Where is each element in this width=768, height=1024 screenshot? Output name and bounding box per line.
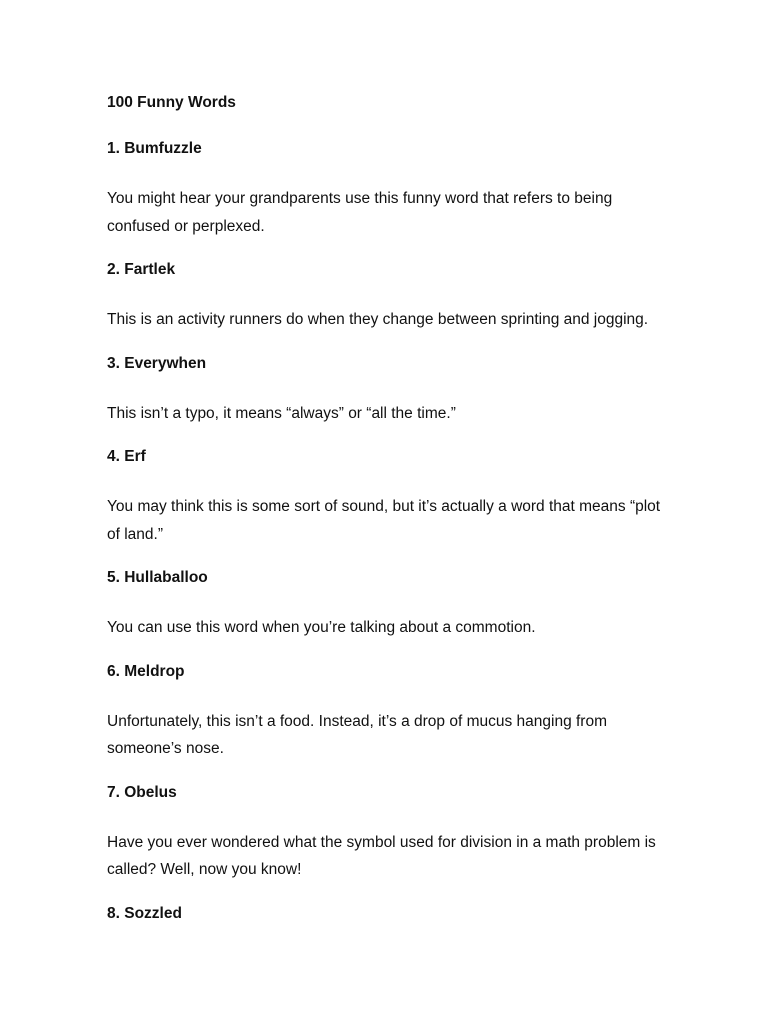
- word-entry: [107, 260, 667, 334]
- word-list: [107, 139, 667, 950]
- word-heading: 3. Everywhen: [107, 354, 207, 372]
- word-heading: 6. Meldrop: [107, 662, 185, 680]
- document-title: 100 Funny Words: [107, 94, 236, 111]
- word-entry: [107, 354, 667, 428]
- word-entry: [107, 447, 667, 548]
- word-definition: You might hear your grandparents use this funny word that refers to being confused or perplexed.: [107, 190, 613, 235]
- word-entry: [107, 904, 667, 924]
- word-heading: 2. Fartlek: [107, 261, 176, 278]
- word-heading: 7. Obelus: [107, 783, 177, 801]
- word-definition: You can use this word when you’re talking about a commotion.: [107, 619, 536, 636]
- word-definition: Have you ever wondered what the symbol used for division in a math problem is called? Well, now you know!: [107, 833, 656, 878]
- word-definition: You may think this is some sort of sound, but it’s actually a word that means “plot of land.”: [107, 498, 661, 543]
- word-definition: This is an activity runners do when they change between sprinting and jogging.: [107, 311, 649, 328]
- word-entry: [107, 662, 667, 763]
- word-definition: This isn’t a typo, it means “always” or “all the time.”: [107, 404, 456, 422]
- word-heading: 1. Bumfuzzle: [107, 140, 202, 157]
- word-entry: [107, 568, 667, 642]
- word-heading: 8. Sozzled: [107, 904, 182, 922]
- word-heading: 5. Hullaballoo: [107, 569, 208, 586]
- word-definition: Unfortunately, this isn’t a food. Instead, it’s a drop of mucus hanging from someone’s nose.: [107, 712, 608, 757]
- word-entry: [107, 783, 667, 884]
- word-entry: [107, 139, 667, 240]
- word-heading: 4. Erf: [107, 448, 146, 465]
